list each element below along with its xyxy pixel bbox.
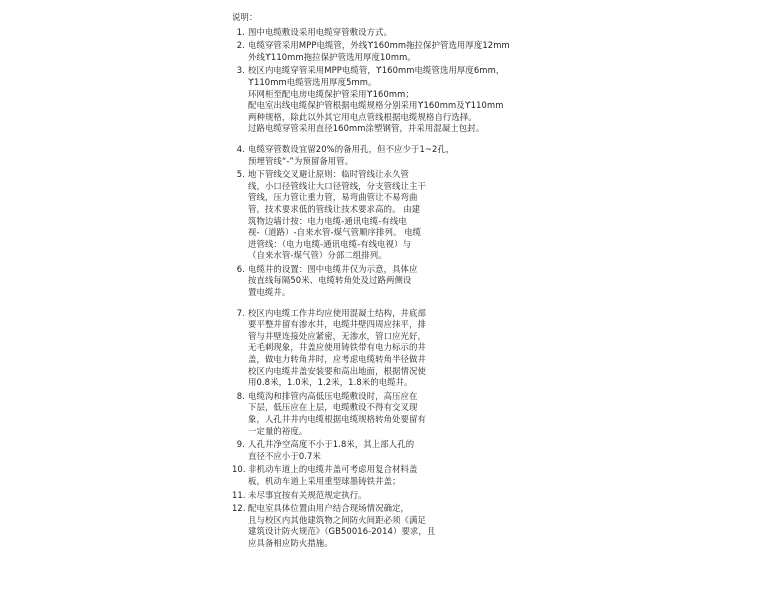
note-line: 建筑设计防火规范》（GB50016-2014）要求，且 <box>248 526 436 537</box>
note-body <box>248 503 532 549</box>
note-line: 直径不应小于0.7米 <box>248 450 321 461</box>
note-body <box>248 464 532 487</box>
note-number: 2. <box>236 40 245 51</box>
note-number: 7. <box>236 307 245 318</box>
note-item <box>232 439 532 462</box>
note-number: 8. <box>236 390 245 401</box>
note-line: 外线ϒ110mm拖拉保护管选用厚度10mm。 <box>248 51 416 62</box>
note-line: 预埋管线“-”为预留备用管。 <box>248 155 354 166</box>
note-line: 下层，低压应在上层，电缆敷设不得有交叉现 <box>248 402 418 413</box>
note-number: 6. <box>236 263 245 274</box>
note-item <box>232 464 532 487</box>
note-line: 过路电缆穿管采用直径160mm涂塑钢管，并采用混凝土包封。 <box>248 123 485 134</box>
note-line: 且与校区内其他建筑物之间防火间距必须《满足 <box>248 514 426 525</box>
note-number: 1. <box>236 26 245 37</box>
note-body <box>248 308 532 389</box>
note-body <box>248 40 532 63</box>
note-line: 电缆穿管数设宜留20%的备用孔，但不应少于1~2孔， <box>248 143 455 154</box>
note-body <box>248 65 532 135</box>
note-line: 校区内电缆工作井均应使用混凝土结构，井底部 <box>248 307 426 318</box>
notes-list <box>232 27 532 550</box>
note-line: 用0.8米，1.0米，1.2米，1.8米的电缆井。 <box>248 377 413 388</box>
note-body <box>248 391 532 437</box>
note-line: 视-（道路）-自来水管-煤气管顺序排列。 电缆 <box>248 227 422 238</box>
note-item <box>232 503 532 549</box>
note-line: 图中电缆敷设采用电缆穿管敷设方式。 <box>248 26 393 37</box>
note-line: 地下管线交叉避让原则：临时管线让永久管 <box>248 169 410 180</box>
note-item <box>232 65 532 135</box>
note-line: 筑物边墙计按：电力电缆-通讯电缆-有线电 <box>248 215 407 226</box>
note-line: 无毛刺现象，井盖应使用铸铁带有电力标示的井 <box>248 342 426 353</box>
note-body <box>248 27 532 39</box>
note-line: 人孔井净空高度不小于1.8米，其上部人孔的 <box>248 439 415 450</box>
note-number: 10. <box>232 464 246 475</box>
note-body <box>248 439 532 462</box>
note-body <box>248 490 532 502</box>
note-line: 配电室出线电缆保护管根据电缆规格分别采用ϒ160mm及ϒ110mm <box>248 100 504 111</box>
note-line: 管与井壁连接处应紧密，无渗水，管口应光好， <box>248 330 426 341</box>
note-number: 9. <box>236 439 245 450</box>
note-item <box>232 40 532 63</box>
note-line: 管，技术要求低的管线让技术要求高的。 由建 <box>248 203 421 214</box>
note-line: 电缆穿管采用MPP电缆管，外线ϒ160mm拖拉保护管选用厚度12mm <box>248 40 510 51</box>
note-line: 未尽事宜按有关规范规定执行。 <box>248 489 367 500</box>
note-number: 12. <box>232 503 246 514</box>
note-item <box>232 490 532 502</box>
note-line: ϒ110mm电缆管选用厚度5mm。 <box>248 76 377 87</box>
note-line: 环网柜至配电房电缆保护管采用ϒ160mm； <box>248 88 414 99</box>
note-number: 4. <box>236 143 245 154</box>
note-line: 电缆沟和排管内高低压电缆敷设时，高压应在 <box>248 390 418 401</box>
note-line: 管线，压力管让重力管，易弯曲管让不易弯曲 <box>248 192 418 203</box>
note-body <box>248 169 532 262</box>
note-line: 非机动车道上的电缆井盖可考虑用复合材料盖 <box>248 464 418 475</box>
note-line: 线，小口径管线让大口径管线，分支管线让主干 <box>248 180 426 191</box>
note-line: 应具备相应防火措施。 <box>248 537 333 548</box>
note-item <box>232 169 532 262</box>
note-line: 配电室具体位置由用户结合现场情况确定， <box>248 503 410 514</box>
note-body <box>248 144 532 167</box>
note-line: 按直线每隔50米、电缆转角处及过路两侧设 <box>248 275 412 286</box>
design-notes <box>232 12 532 552</box>
note-item <box>232 264 532 299</box>
note-line: 校区内电缆井盖安装要和高出地面，根据情况使 <box>248 365 426 376</box>
note-line: （自来水管-煤气管）分部二组排列。 <box>248 250 387 261</box>
note-item <box>232 391 532 437</box>
note-line: 盖，做电力转角井时，应考虑电缆转角半径做井 <box>248 354 426 365</box>
note-line: 电缆井的设置：图中电缆井仅为示意，具体应 <box>248 263 418 274</box>
note-number: 5. <box>236 169 245 180</box>
note-item <box>232 144 532 167</box>
note-line: 校区内电缆穿管采用MPP电缆管，ϒ160mm电缆管选用厚度6mm， <box>248 65 505 76</box>
note-item <box>232 27 532 39</box>
note-line: 一定量的裕度。 <box>248 425 308 436</box>
note-number: 11. <box>232 489 246 500</box>
notes-heading: 说明： <box>232 12 258 22</box>
note-line: 置电缆井。 <box>248 287 291 298</box>
note-line: 板，机动车道上采用重型球墨铸铁井盖； <box>248 475 401 486</box>
note-body <box>248 264 532 299</box>
note-line: 两种规格，除此以外其它用电点管线根据电缆规格自行选择。 <box>248 111 477 122</box>
note-line: 象，人孔井井内电缆根据电缆规格转角处要留有 <box>248 414 426 424</box>
note-line: 要平整并留有渗水井，电缆井壁四周应抹平，排 <box>248 319 426 330</box>
note-item <box>232 308 532 389</box>
note-line: 进管线：（电力电缆-通讯电缆-有线电视）与 <box>248 238 412 249</box>
note-number: 3. <box>236 65 245 76</box>
